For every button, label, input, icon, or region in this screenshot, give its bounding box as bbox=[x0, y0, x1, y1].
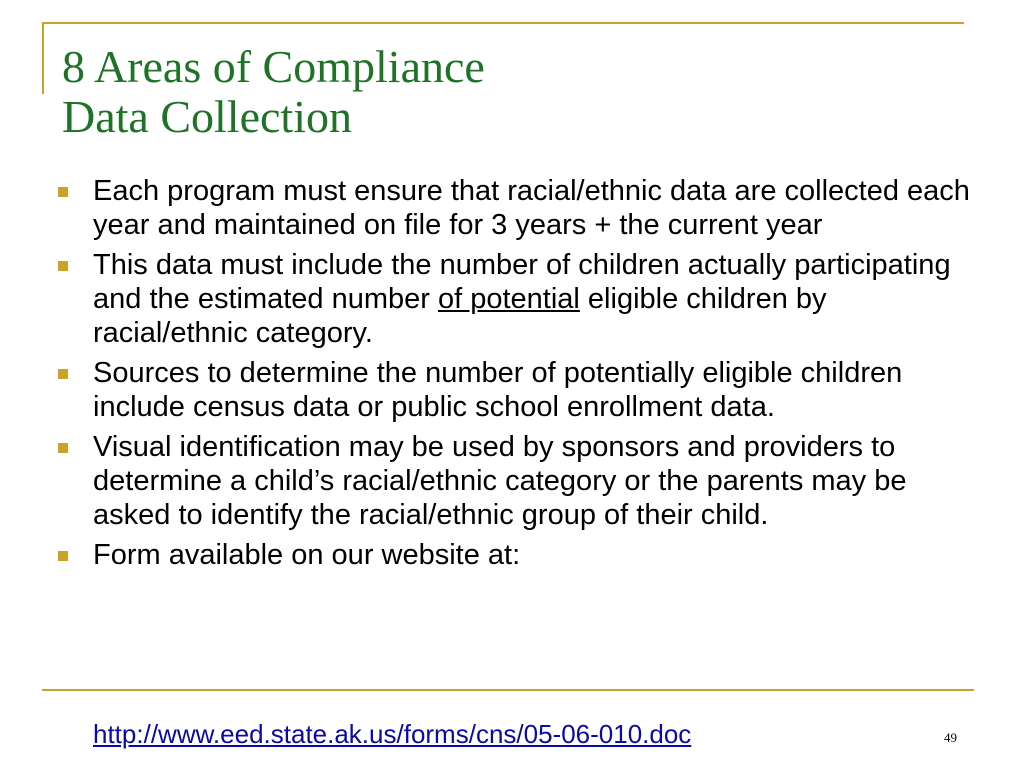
bullet-text-1: Each program must ensure that racial/ethnic data are collected each year and maintained on file for 3 years + the current year bbox=[93, 175, 970, 241]
title-line-1: 8 Areas of Compliance bbox=[62, 41, 485, 92]
square-bullet-icon bbox=[58, 551, 68, 561]
bullet-text-3: Sources to determine the number of potentially eligible children include census data or public school enrollment data. bbox=[93, 357, 903, 423]
square-bullet-icon bbox=[58, 443, 68, 453]
slide-title bbox=[62, 42, 485, 142]
left-rule bbox=[42, 22, 44, 94]
bullet-text-4: Visual identification may be used by sponsors and providers to determine a child’s racial/ethnic category or the parents may be asked to identify the racial/ethnic group of their child. bbox=[93, 431, 907, 531]
bullet-text-5: Form available on our website at: bbox=[93, 539, 521, 571]
bottom-rule bbox=[42, 689, 974, 691]
bullet-item-2 bbox=[50, 248, 980, 350]
top-rule bbox=[42, 22, 964, 24]
bullet-item-5 bbox=[50, 538, 980, 572]
square-bullet-icon bbox=[58, 261, 68, 271]
bullet-item-1 bbox=[50, 174, 980, 242]
page-number: 49 bbox=[944, 730, 957, 745]
square-bullet-icon bbox=[58, 369, 68, 379]
bullet-item-3 bbox=[50, 356, 980, 424]
square-bullet-icon bbox=[58, 187, 68, 197]
bullet-text-2-post: eligible children by racial/ethnic category. bbox=[93, 283, 827, 349]
bullet-text-2-pre: This data must include the number of children actually participating and the estimated number bbox=[93, 249, 951, 315]
bullet-list bbox=[50, 174, 980, 578]
title-line-2: Data Collection bbox=[62, 91, 352, 142]
bullet-item-4 bbox=[50, 430, 980, 532]
bullet-text-2-underlined: of potential bbox=[437, 283, 580, 315]
form-download-link[interactable]: http://www.eed.state.ak.us/forms/cns/05-06-010.doc bbox=[93, 719, 692, 749]
